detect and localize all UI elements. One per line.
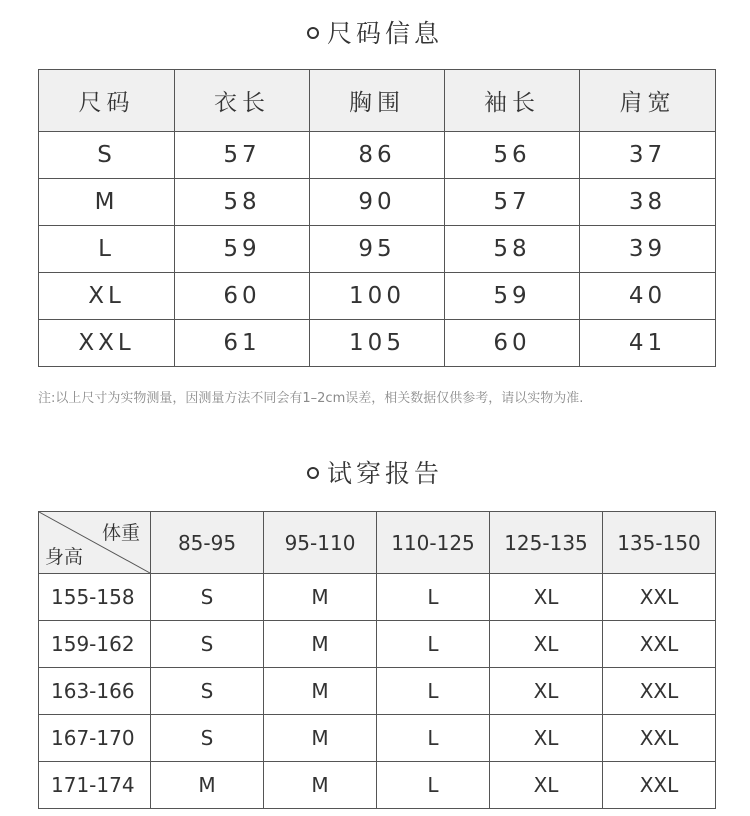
fit-section-title-text: 试穿报告 — [326, 459, 443, 488]
size-cell: 59 — [175, 226, 310, 273]
size-cell: 61 — [175, 320, 310, 367]
height-range-cell: 163-166 — [39, 668, 151, 715]
fit-size-cell: L — [377, 715, 490, 762]
size-cell: 57 — [175, 132, 310, 179]
fit-size-cell: XXL — [603, 621, 716, 668]
table-row — [39, 715, 716, 762]
size-header-cell: 袖长 — [445, 70, 580, 132]
fit-table — [38, 511, 716, 809]
size-section-title — [0, 14, 750, 50]
fit-size-cell: XL — [490, 574, 603, 621]
circle-icon — [307, 27, 319, 39]
weight-range-header: 125-135 — [490, 512, 603, 574]
fit-size-cell: L — [377, 668, 490, 715]
height-range-cell: 159-162 — [39, 621, 151, 668]
fit-size-cell: XL — [490, 715, 603, 762]
fit-size-cell: M — [264, 668, 377, 715]
weight-range-header: 110-125 — [377, 512, 490, 574]
fit-size-cell: XXL — [603, 715, 716, 762]
size-table — [38, 69, 716, 367]
size-cell: 90 — [310, 179, 445, 226]
size-cell: 60 — [175, 273, 310, 320]
fit-size-cell: XL — [490, 762, 603, 809]
size-cell: 86 — [310, 132, 445, 179]
size-cell: XL — [39, 273, 175, 320]
size-cell: 60 — [445, 320, 580, 367]
size-header-cell: 胸围 — [310, 70, 445, 132]
fit-size-cell: M — [264, 762, 377, 809]
height-range-cell: 167-170 — [39, 715, 151, 762]
fit-size-cell: L — [377, 762, 490, 809]
circle-icon — [307, 467, 319, 479]
size-cell: 39 — [580, 226, 716, 273]
fit-size-cell: XL — [490, 668, 603, 715]
fit-size-cell: M — [264, 574, 377, 621]
table-row — [39, 179, 716, 226]
size-cell: XXL — [39, 320, 175, 367]
size-cell: 37 — [580, 132, 716, 179]
weight-range-header: 85-95 — [151, 512, 264, 574]
weight-range-header: 95-110 — [264, 512, 377, 574]
size-cell: 57 — [445, 179, 580, 226]
fit-size-cell: XL — [490, 621, 603, 668]
measurement-note: 注:以上尺寸为实物测量，因测量方法不同会有1–2cm误差，相关数据仅供参考，请以实物为准. — [38, 391, 584, 406]
height-range-cell: 155-158 — [39, 574, 151, 621]
fit-size-cell: XXL — [603, 574, 716, 621]
size-cell: 38 — [580, 179, 716, 226]
fit-size-cell: M — [264, 621, 377, 668]
size-cell: L — [39, 226, 175, 273]
fit-size-cell: M — [151, 762, 264, 809]
size-cell: 41 — [580, 320, 716, 367]
size-header-cell: 肩宽 — [580, 70, 716, 132]
size-cell: 58 — [445, 226, 580, 273]
table-row — [39, 621, 716, 668]
size-cell: 58 — [175, 179, 310, 226]
fit-size-cell: L — [377, 621, 490, 668]
table-row — [39, 132, 716, 179]
table-row — [39, 226, 716, 273]
size-cell: S — [39, 132, 175, 179]
fit-table-header-row — [39, 512, 716, 574]
size-cell: 100 — [310, 273, 445, 320]
table-row — [39, 668, 716, 715]
fit-size-cell: S — [151, 668, 264, 715]
size-cell: 56 — [445, 132, 580, 179]
height-range-cell: 171-174 — [39, 762, 151, 809]
size-table-header-row — [39, 70, 716, 132]
table-row — [39, 320, 716, 367]
fit-size-cell: XXL — [603, 668, 716, 715]
table-row — [39, 273, 716, 320]
fit-size-cell: S — [151, 621, 264, 668]
size-cell: 105 — [310, 320, 445, 367]
table-row — [39, 762, 716, 809]
weight-label: 体重 — [101, 522, 140, 544]
fit-section-title — [0, 454, 750, 490]
table-row — [39, 574, 716, 621]
size-cell: 95 — [310, 226, 445, 273]
height-label: 身高 — [45, 546, 84, 568]
size-cell: M — [39, 179, 175, 226]
size-section-title-text: 尺码信息 — [326, 19, 443, 48]
fit-size-cell: S — [151, 715, 264, 762]
fit-size-cell: M — [264, 715, 377, 762]
fit-size-cell: XXL — [603, 762, 716, 809]
size-cell: 40 — [580, 273, 716, 320]
fit-size-cell: L — [377, 574, 490, 621]
weight-height-corner-cell — [39, 512, 151, 574]
fit-size-cell: S — [151, 574, 264, 621]
weight-range-header: 135-150 — [603, 512, 716, 574]
size-header-cell: 尺码 — [39, 70, 175, 132]
size-header-cell: 衣长 — [175, 70, 310, 132]
size-cell: 59 — [445, 273, 580, 320]
